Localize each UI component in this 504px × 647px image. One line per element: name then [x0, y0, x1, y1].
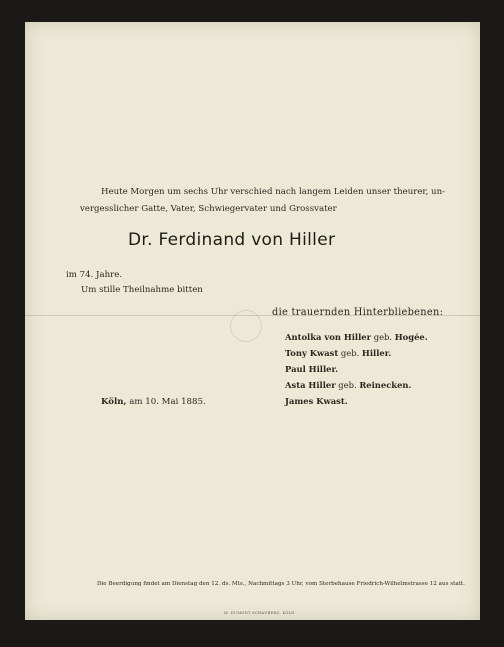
mourner-row: [285, 361, 428, 377]
mourner-geb: geb.: [340, 348, 360, 358]
mourner-maiden: Hiller.: [361, 348, 392, 358]
mourner-maiden: Reinecken.: [359, 380, 412, 390]
mourning-notice-paper: [25, 22, 480, 620]
place: Köln,: [101, 397, 127, 407]
funeral-notice-footer: Die Beerdigung findet am Dienstag den 12. ds. Mts., Nachmittags 3 Uhr, vom Sterbehause Friedrich-Wilhelmstrasse 12 aus statt.: [97, 581, 465, 587]
mourner-name: Paul Hiller.: [285, 364, 339, 374]
mourner-name: Antolka von Hiller: [285, 332, 372, 342]
mourner-maiden: Hogée.: [394, 332, 428, 342]
mourner-geb: geb.: [338, 380, 357, 390]
printer-imprint: M. DUMONT SCHAUBERG, KÖLN.: [224, 611, 296, 615]
mourners-heading: die trauernden Hinterbliebenen:: [272, 307, 444, 318]
faint-stamp: [230, 310, 262, 342]
mourner-name: Asta Hiller: [285, 380, 336, 390]
mourner-name: James Kwast.: [285, 396, 348, 406]
request-text: Um stille Theilnahme bitten: [81, 285, 203, 295]
age-text: im 74. Jahre.: [66, 270, 123, 280]
mourner-geb: geb.: [373, 332, 393, 342]
intro-line-1: Heute Morgen um sechs Uhr verschied nach langem Leiden unser theurer, un-: [101, 187, 446, 197]
mourner-row: [285, 377, 428, 393]
mourner-name: Tony Kwast: [285, 348, 339, 358]
place-date: [101, 398, 206, 407]
mourner-row: [285, 393, 428, 409]
mourner-row: [285, 329, 428, 345]
deceased-name: Dr. Ferdinand von Hiller: [128, 230, 336, 250]
mourners-list: [285, 329, 428, 409]
date: am 10. Mai 1885.: [129, 397, 206, 407]
mourner-row: [285, 345, 428, 361]
intro-line-2: vergesslicher Gatte, Vater, Schwiegervater und Grossvater: [80, 204, 337, 214]
